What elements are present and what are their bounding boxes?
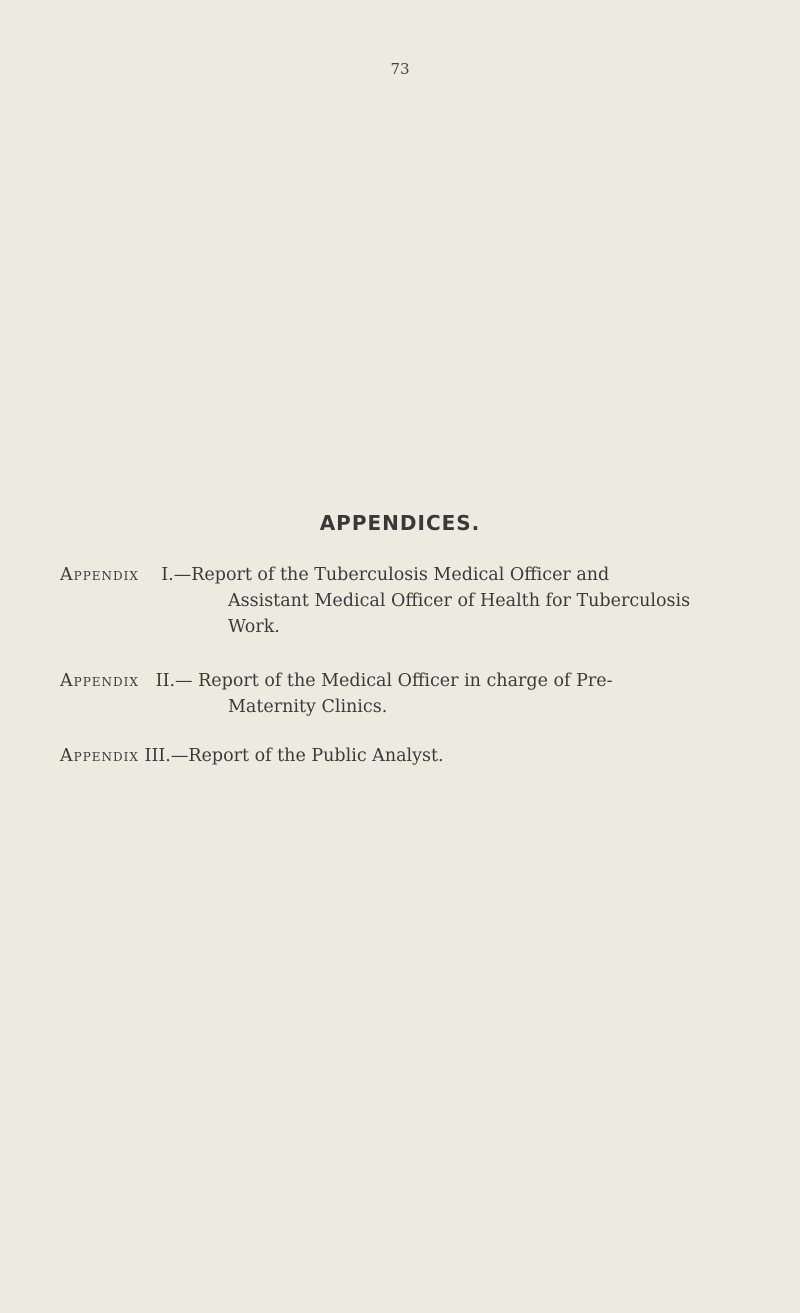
appendix-label: Appendix (60, 671, 139, 691)
appendix-numeral: II.— (155, 671, 199, 691)
appendix-entry-1 (60, 562, 740, 640)
appendix-title-line: Assistant Medical Officer of Health for Tuberculosis (228, 591, 691, 611)
appendix-label: Appendix (60, 565, 139, 585)
appendix-entry-2 (60, 668, 740, 720)
page-number: 73 (390, 60, 410, 78)
appendix-title-line: Maternity Clinics. (228, 697, 388, 717)
appendix-title-line: Report of the Tuberculosis Medical Officer and (191, 565, 610, 585)
page-title: APPENDICES. (319, 511, 481, 535)
appendix-title-line: Report of the Medical Officer in charge of Pre- (198, 671, 613, 691)
appendix-entry-3 (60, 743, 740, 769)
appendix-numeral: III.— (144, 746, 189, 766)
appendix-title-line: Work. (228, 617, 280, 637)
appendix-label: Appendix (60, 746, 139, 766)
appendix-numeral: I.— (161, 565, 192, 585)
appendix-title-line: Report of the Public Analyst. (188, 746, 444, 766)
